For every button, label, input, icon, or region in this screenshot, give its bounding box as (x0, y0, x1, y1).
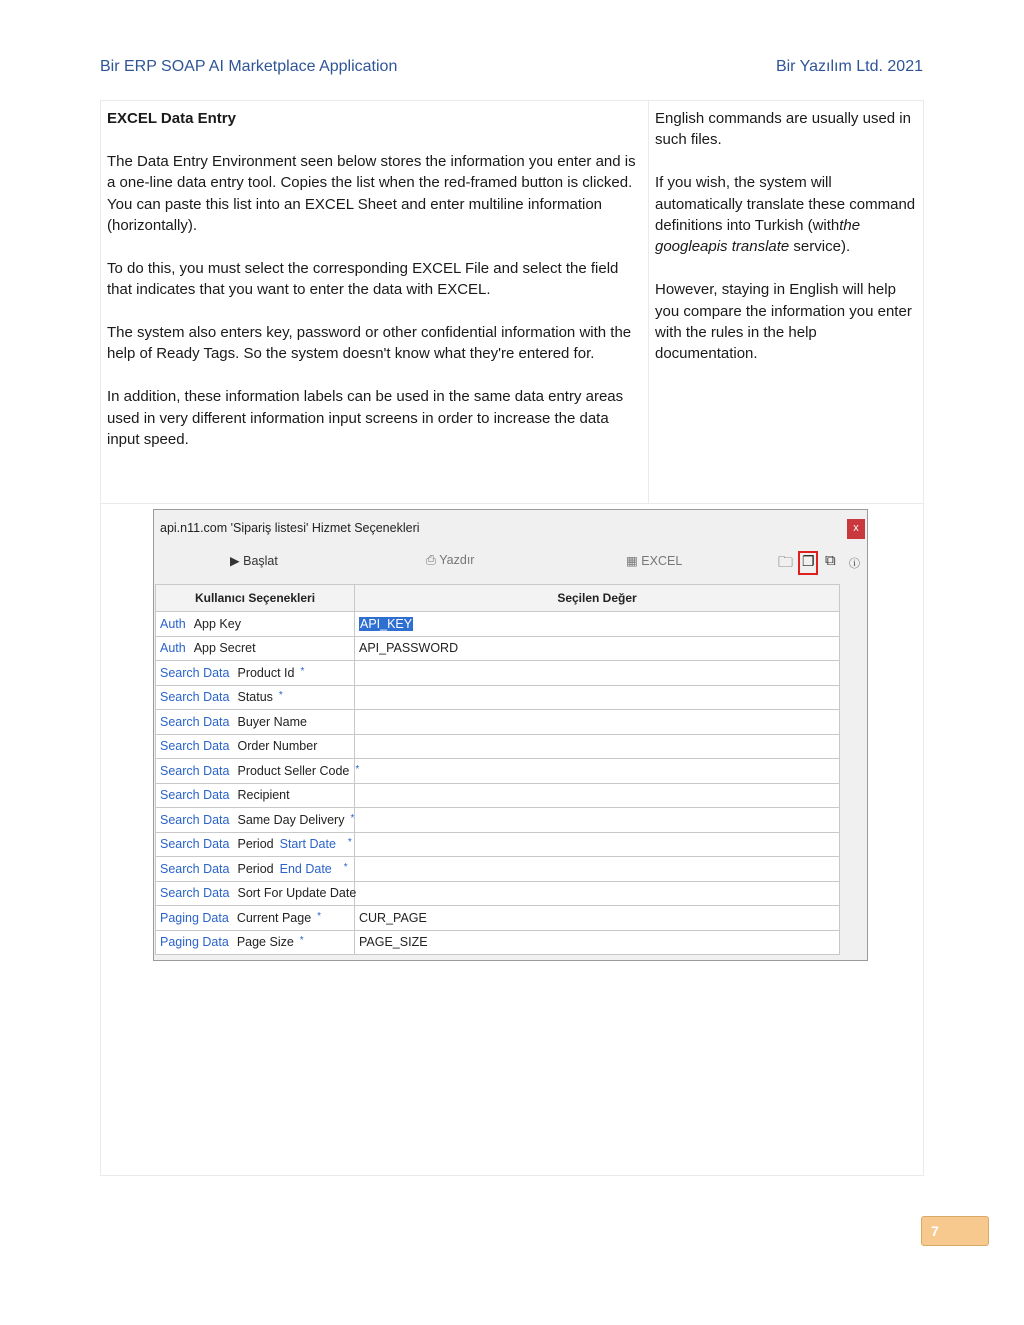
option-cell[interactable] (156, 685, 355, 710)
value-text: API_KEY (360, 616, 413, 631)
option-label: Sort For Update Date (237, 886, 357, 901)
start-button[interactable]: ▶ Başlat (230, 554, 278, 568)
copy-icon: ❐ (802, 553, 815, 569)
option-cell[interactable] (156, 783, 355, 808)
category-label: Search Data (160, 886, 230, 901)
table-row[interactable] (156, 636, 840, 661)
table-row[interactable] (156, 808, 840, 833)
table-row[interactable] (156, 612, 840, 637)
close-button[interactable]: x (847, 519, 865, 539)
table-row[interactable] (156, 734, 840, 759)
required-mark: * (355, 763, 360, 775)
value-cell[interactable] (355, 930, 840, 955)
value-cell[interactable] (355, 636, 840, 661)
option-label: Recipient (237, 788, 290, 803)
table-row[interactable] (156, 685, 840, 710)
category-label: Search Data (160, 812, 230, 827)
value-cell[interactable] (355, 857, 840, 882)
option-label: Period (237, 861, 274, 876)
option-label: Product Seller Code (237, 763, 350, 778)
option-cell[interactable] (156, 759, 360, 784)
option-cell[interactable] (156, 636, 355, 661)
value-cell[interactable] (355, 906, 840, 931)
copy-button-highlight[interactable] (798, 551, 818, 575)
value-cell[interactable] (355, 832, 840, 857)
play-icon: ▶ (230, 554, 240, 568)
column-header: Seçilen Değer (355, 585, 840, 612)
option-cell[interactable] (156, 857, 355, 882)
category-label: Search Data (160, 714, 230, 729)
category-label: Search Data (160, 665, 230, 680)
required-mark: * (343, 861, 348, 873)
value-cell[interactable] (355, 759, 840, 784)
value-cell[interactable] (355, 734, 840, 759)
paragraph: However, staying in English will help you compare the information you enter with the rules in the help documentation. (655, 281, 912, 363)
right-column-text (655, 108, 917, 386)
value-cell[interactable] (355, 808, 840, 833)
option-label: Same Day Delivery (237, 812, 345, 827)
category-label: Search Data (160, 837, 230, 852)
embedded-screenshot (153, 509, 868, 961)
option-label: Product Id (237, 665, 295, 680)
required-mark: * (299, 935, 304, 947)
category-label: Paging Data (160, 910, 229, 925)
category-label: Search Data (160, 690, 230, 705)
toolbar (154, 546, 867, 576)
option-cell[interactable] (156, 612, 355, 637)
value-text: CUR_PAGE (359, 910, 427, 925)
section-title: EXCEL Data Entry (107, 110, 236, 127)
option-cell[interactable] (156, 661, 355, 686)
table-row[interactable] (156, 759, 840, 784)
required-mark: * (347, 837, 352, 849)
option-cell[interactable] (156, 808, 355, 833)
option-label: Current Page (236, 910, 312, 925)
value-text: PAGE_SIZE (359, 935, 428, 950)
required-mark: * (300, 665, 305, 677)
table-row[interactable] (156, 857, 840, 882)
options-grid (155, 584, 840, 955)
value-cell[interactable] (355, 661, 840, 686)
category-label: Auth (160, 616, 186, 631)
paragraph: The system also enters key, password or other confidential information with the help of Ready Tags. So the system doesn't know what they're entered for. (107, 324, 632, 363)
table-row[interactable] (156, 783, 840, 808)
excel-button[interactable]: ▦ EXCEL (626, 554, 683, 568)
option-label: Period (237, 837, 274, 852)
window-title: api.n11.com 'Sipariş listesi' Hizmet Seçenekleri (160, 521, 420, 535)
required-mark: * (350, 812, 355, 824)
page-number-badge: 7 (921, 1216, 989, 1246)
option-label: Buyer Name (237, 714, 307, 729)
table-row[interactable] (156, 906, 840, 931)
paragraph-translate: If you wish, the system will automatically translate these command definitions into Turkish (withthe googleapis translate service). (655, 174, 916, 256)
paragraph: English commands are usually used in such files. (655, 110, 911, 149)
value-cell[interactable] (355, 783, 840, 808)
table-row[interactable] (156, 661, 840, 686)
option-cell[interactable] (156, 734, 355, 759)
value-cell[interactable] (355, 710, 840, 735)
option-cell[interactable] (156, 832, 355, 857)
printer-icon: ⎙ (426, 553, 437, 567)
paragraph: To do this, you must select the corresponding EXCEL File and select the field that indicates that you want to enter the data with EXCEL. (107, 259, 619, 299)
category-label: Paging Data (160, 935, 229, 950)
table-row[interactable] (156, 710, 840, 735)
category-label: Search Data (160, 739, 230, 754)
option-cell[interactable] (156, 906, 355, 931)
category-label: Auth (160, 641, 186, 656)
option-cell[interactable] (156, 710, 355, 735)
table-row[interactable] (156, 930, 840, 955)
value-text: API_PASSWORD (359, 641, 459, 656)
option-label: App Key (193, 616, 241, 631)
sub-label: Start Date (279, 837, 336, 852)
left-column-text (107, 108, 645, 472)
sub-label: End Date (279, 861, 332, 876)
header-company: Bir Yazılım Ltd. 2021 (775, 58, 923, 75)
excel-icon: ▦ (626, 554, 638, 568)
folder-icon[interactable]: 🗀 (778, 554, 794, 571)
paragraph: In addition, these information labels can be used in the same data entry areas used in very different information input screens in order to increase the data input speed. (107, 388, 624, 449)
option-cell[interactable] (156, 930, 355, 955)
print-button[interactable]: ⎙ Yazdır (426, 553, 475, 567)
option-label: Page Size (236, 935, 294, 950)
option-label: Status (237, 690, 273, 705)
option-cell[interactable] (156, 881, 355, 906)
header-title: Bir ERP SOAP AI Marketplace Application (100, 58, 398, 75)
required-mark: * (317, 910, 322, 922)
required-mark: * (278, 690, 283, 702)
value-cell[interactable] (355, 881, 840, 906)
paste-icon[interactable]: ⧉ (825, 552, 836, 569)
category-label: Search Data (160, 788, 230, 803)
table-row[interactable] (156, 881, 840, 906)
value-cell[interactable] (355, 685, 840, 710)
category-label: Search Data (160, 861, 230, 876)
option-label: Order Number (237, 739, 318, 754)
category-label: Search Data (160, 763, 230, 778)
paragraph: The Data Entry Environment seen below stores the information you enter and is a one-line data entry tool. Copies the list when the red-framed button is clicked. You can paste this list into an EXCEL Sheet and enter multiline information (horizontally). (107, 152, 636, 235)
value-cell[interactable] (355, 612, 840, 637)
table-row[interactable] (156, 832, 840, 857)
help-icon[interactable]: ⓘ (849, 558, 860, 570)
column-header: Kullanıcı Seçenekleri (156, 585, 355, 612)
option-label: App Secret (193, 641, 256, 656)
